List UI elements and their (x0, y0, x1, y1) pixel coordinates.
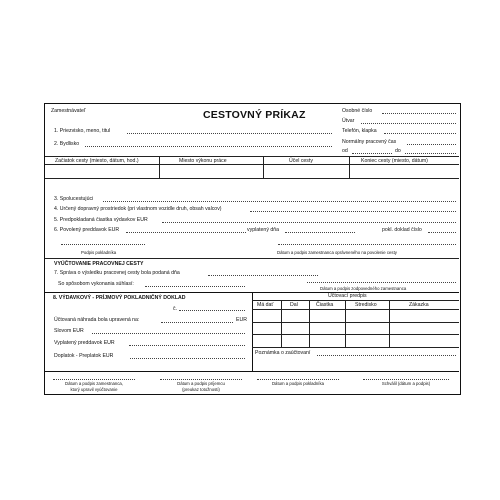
accounting-col-credit: Dal (290, 302, 298, 308)
employer-label: Zamestnávateľ (51, 108, 86, 114)
responsible-signature-field[interactable] (307, 282, 456, 283)
accounting-col-divider (309, 300, 310, 347)
report-date-field[interactable] (208, 275, 318, 276)
accounting-heading: Účtovací predpis (328, 293, 367, 299)
doc-no-label: pokl. doklad číslo (382, 227, 422, 233)
transport-field[interactable] (250, 211, 456, 212)
trip-col-end: Koniec cesty (miesto, dátum) (361, 158, 428, 164)
accounting-note-label: Poznámka o zaúčtovaní (255, 350, 311, 356)
accounting-col-amount: Čiastka (316, 302, 334, 308)
accounting-header-bottom (252, 309, 459, 310)
trip-col-start: Začiatok cesty (miesto, dátum, hod.) (55, 158, 139, 164)
advance-paid-field[interactable] (129, 345, 245, 346)
personal-number-field[interactable] (382, 113, 456, 114)
accounting-row-line (252, 347, 459, 348)
working-hours-field[interactable] (407, 144, 456, 145)
signature-row-divider (45, 371, 459, 372)
trip-table-top (45, 156, 459, 157)
authorizer-signature-field[interactable] (278, 244, 456, 245)
companions-field[interactable] (103, 201, 456, 202)
trip-table-divider (263, 156, 264, 178)
accounting-row-line (252, 322, 459, 323)
responsible-signature-label: Dátum a podpis zodpovedného zamestnanca (320, 286, 407, 291)
trip-table-bottom (45, 178, 459, 179)
billing-divider (45, 258, 459, 259)
advance-field[interactable] (126, 232, 246, 233)
transport-label: 4. Určený dopravný prostriedok (pri vlastnom vozidle druh, obsah valcov) (54, 206, 222, 212)
personal-number-label: Osobné číslo (342, 108, 373, 114)
signature-recipient-label: Dátum a podpis príjemcu (preukaz totožnosti) (177, 381, 225, 392)
signature-line[interactable] (363, 379, 449, 380)
accounting-col-divider (281, 300, 282, 347)
signature-line[interactable] (257, 379, 339, 380)
authorizer-signature-label: Dátum a podpis zamestnanca oprávneného na povolenie cesty (277, 250, 397, 255)
trip-table-header-line (45, 164, 459, 165)
residence-field[interactable] (85, 146, 332, 147)
cash-doc-heading: 8. VÝDAVKOVÝ - PRÍJMOVÝ POKLADNIČNÝ DOKLAD (53, 295, 186, 301)
working-hours-label: Normálny pracovný čas (342, 139, 397, 145)
accounting-col-debit: Má dať (257, 302, 274, 308)
agreement-field[interactable] (145, 286, 245, 287)
unit-field[interactable] (361, 123, 456, 124)
signature-approver-label: Schválil (dátum a podpis) (381, 381, 431, 386)
signature-cashier-label: Dátum a podpis pokladníka (271, 381, 325, 386)
signature-line[interactable] (160, 379, 242, 380)
advance-paid-label: Vyplatený preddavok EUR (54, 340, 115, 346)
doc-no-field[interactable] (428, 232, 456, 233)
cash-doc-number-field[interactable] (179, 310, 245, 311)
trip-table-divider (349, 156, 350, 178)
to-label: do (395, 148, 401, 154)
expected-costs-label: 5. Predpokladaná čiastka výdavkov EUR (54, 217, 148, 223)
trip-table-divider (159, 156, 160, 178)
settlement-currency: EUR (236, 317, 247, 323)
advance-label: 6. Povolený preddavok EUR (54, 227, 120, 233)
billing-heading: VYÚČTOVANIE PRACOVNEJ CESTY (54, 261, 144, 267)
expected-costs-field[interactable] (162, 222, 456, 223)
settlement-label: Účtovaná náhrada bola upravená na: (54, 317, 140, 323)
cashier-signature-label: Podpis pokladníka (81, 250, 117, 255)
trip-col-purpose: Účel cesty (289, 158, 313, 164)
from-label: od (342, 148, 348, 154)
accounting-box-left (252, 292, 253, 372)
residence-label: 2. Bydlisko (54, 141, 80, 147)
surcharge-field[interactable] (130, 358, 245, 359)
accounting-col-cost-center: Stredisko (355, 302, 377, 308)
name-field[interactable] (127, 133, 332, 134)
agreement-label: So spôsobom vykonania súhlasí: (58, 281, 134, 287)
accounting-col-divider (345, 300, 346, 347)
accounting-row-line (252, 334, 459, 335)
in-words-label: Slovom EUR (54, 328, 84, 334)
signature-line[interactable] (53, 379, 135, 380)
form-title: CESTOVNÝ PRÍKAZ (203, 109, 306, 121)
accounting-col-order: Zákazka (409, 302, 429, 308)
cash-doc-number-label: č. (173, 306, 178, 312)
cashier-signature-field[interactable] (61, 244, 145, 245)
trip-col-place: Miesto výkonu práce (179, 158, 227, 164)
unit-label: Útvar (342, 118, 355, 124)
paid-on-label: vyplatený dňa (247, 227, 280, 233)
in-words-field[interactable] (92, 333, 245, 334)
from-field[interactable] (352, 153, 392, 154)
report-label: 7. Správa o výsledku pracovnej cesty bola podaná dňa (54, 270, 180, 276)
name-label: 1. Priezvisko, meno, titul (54, 128, 111, 134)
accounting-header-top (252, 300, 459, 301)
travel-order-form (44, 103, 461, 395)
accounting-col-divider (389, 300, 390, 347)
accounting-note-field[interactable] (317, 355, 456, 356)
phone-field[interactable] (384, 133, 456, 134)
phone-label: Telefón, klapka (342, 128, 377, 134)
companions-label: 3. Spolucestujúci (54, 196, 94, 202)
signature-adjuster-label: Dátum a podpis zamestnanca, ktorý upravil vyúčtovanie (64, 381, 124, 392)
to-field[interactable] (405, 153, 456, 154)
settlement-field[interactable] (161, 322, 233, 323)
surcharge-label: Doplatok - Preplatok EUR (54, 353, 114, 359)
paid-on-field[interactable] (285, 232, 355, 233)
